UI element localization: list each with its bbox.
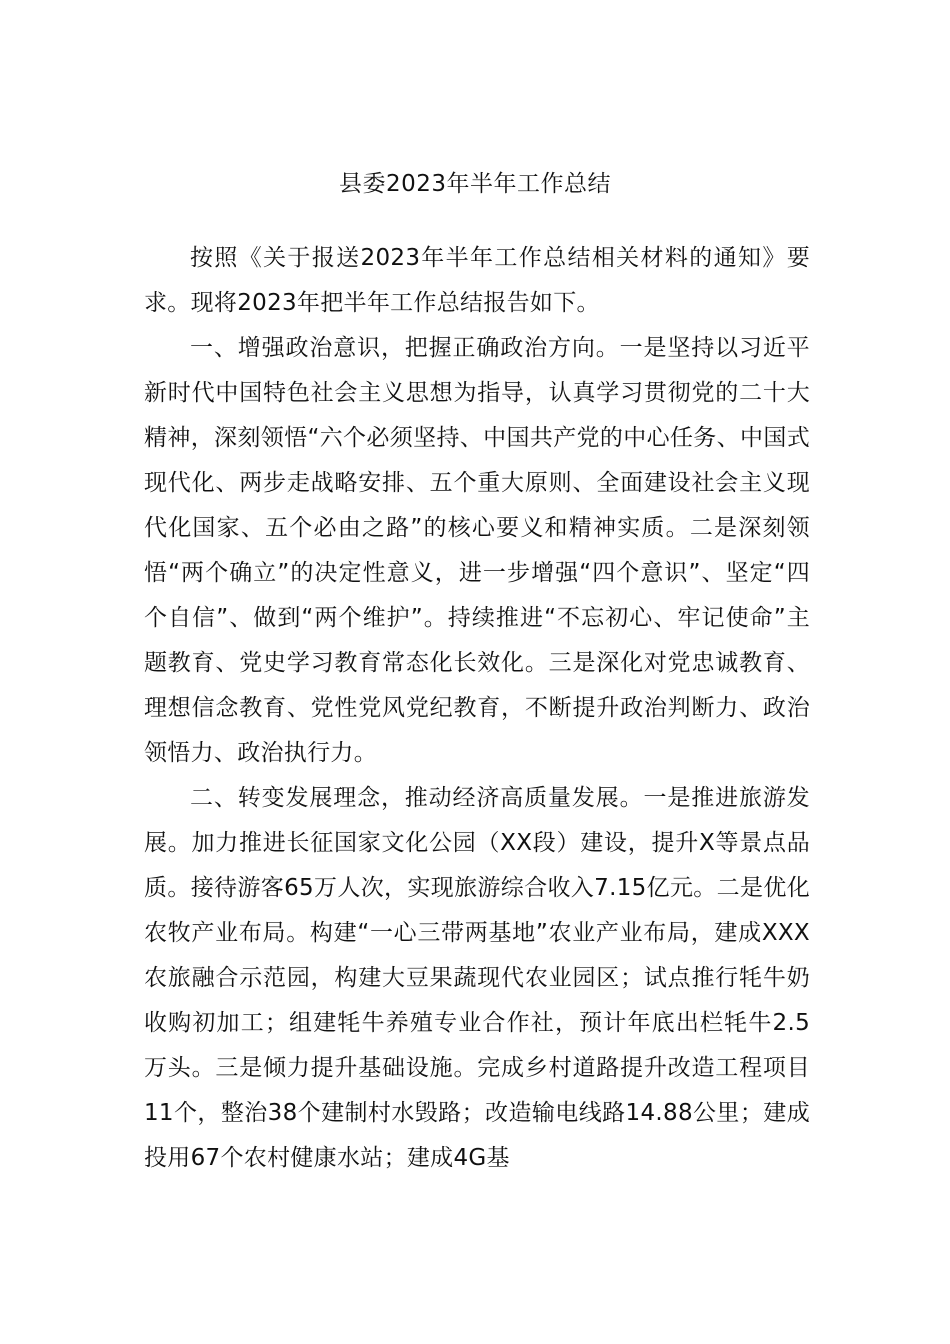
paragraph-political-awareness: 一、增强政治意识，把握正确政治方向。一是坚持以习近平新时代中国特色社会主义思想为指导，认真学习贯彻党的二十大精神，深刻领悟“六个必须坚持、中国共产党的中心任务、中国式现代化、两步走战略安排、五个重大原则、全面建设社会主义现代化国家、五个必由之路”的核心要义和精神实质。二是深刻领悟“两个确立”的决定性意义，进一步增强“四个意识”、坚定“四个自信”、做到“两个维护”。持续推进“不忘初心、牢记使命”主题教育、党史学习教育常态化长效化。三是深化对党忠诚教育、理想信念教育、党性党风党纪教育，不断提升政治判断力、政治领悟力、政治执行力。 [144, 335, 810, 766]
document-title: 县委2023年半年工作总结 [338, 171, 612, 197]
paragraph-intro: 按照《关于报送2023年半年工作总结相关材料的通知》要求。现将2023年把半年工作总结报告如下。 [144, 245, 810, 316]
document-body [144, 236, 810, 1181]
paragraph-development: 二、转变发展理念，推动经济高质量发展。一是推进旅游发展。加力推进长征国家文化公园（XX段）建设，提升X等景点品质。接待游客65万人次，实现旅游综合收入7.15亿元。二是优化农牧产业布局。构建“一心三带两基地”农业产业布局，建成XXX农旅融合示范园，构建大豆果蔬现代农业园区；试点推行牦牛奶收购初加工；组建牦牛养殖专业合作社，预计年底出栏牦牛2.5万头。三是倾力提升基础设施。完成乡村道路提升改造工程项目11个，整治38个建制村水毁路；改造输电线路14.88公里；建成投用67个农村健康水站；建成4G基 [144, 785, 810, 1171]
